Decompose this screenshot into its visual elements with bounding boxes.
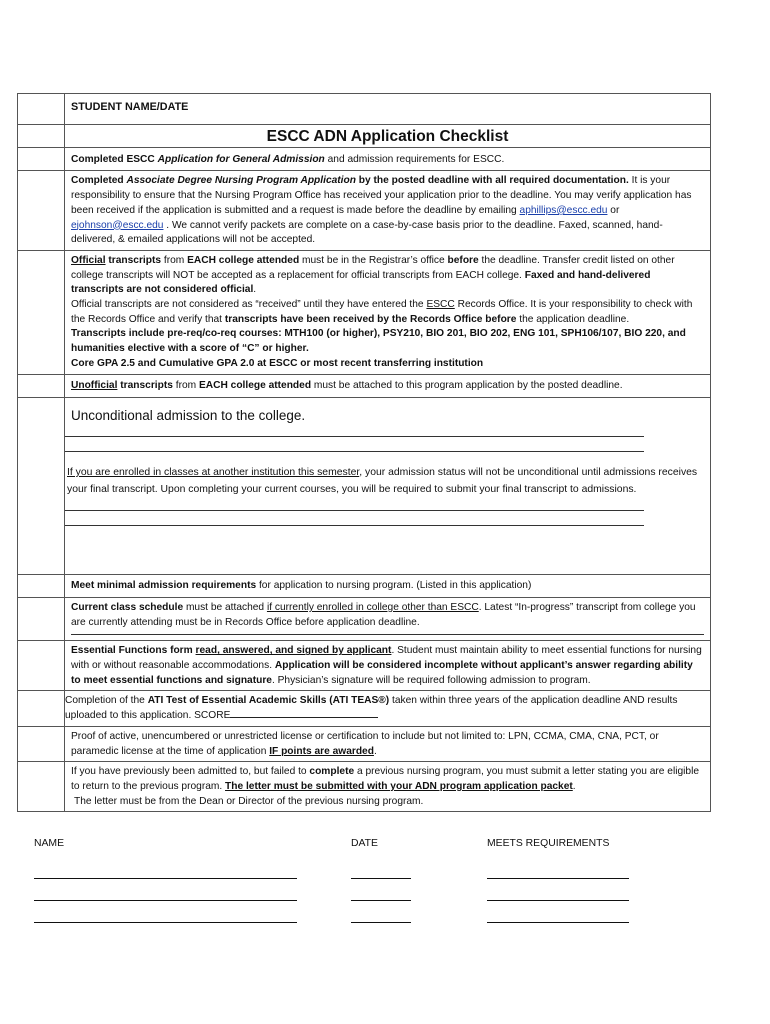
email-link-ejohnson[interactable]: ejohnson@escc.edu bbox=[71, 219, 164, 231]
checkbox-cell[interactable] bbox=[18, 375, 65, 398]
checkbox-cell[interactable] bbox=[18, 148, 65, 171]
name-label: NAME bbox=[34, 838, 65, 849]
meets-line[interactable] bbox=[487, 900, 629, 901]
title-row bbox=[18, 124, 710, 147]
checklist-item-readmission: If you have previously been admitted to, but failed to complete a previous nursing program, you must submit a letter stating you are eligible to return to the previous program. The letter must be submitted with your ADN program application packet. The letter must be from the Dean or Director of the previous nursing program. bbox=[18, 761, 710, 811]
checkbox-cell[interactable] bbox=[18, 398, 65, 574]
student-label: STUDENT NAME/DATE bbox=[71, 101, 189, 113]
checklist-item-official-transcripts: Official transcripts from EACH college attended must be in the Registrar’s office before the deadline. Transfer credit listed on other college transcripts will NOT be accepted as a replacement for official transcripts from EACH college. Faxed and hand-delivered transcripts are not considered official. Official transcripts are not considered as “received” until they have entered the ESCC Records Office. It is your responsibility to check with the Records Office and verify that transcripts have been received by the Records Office before the application deadline. Transcripts include pre-req/co-req courses: MTH100 (or higher), PSY210, BIO 201, BIO 202, ENG 101, SPH106/107, BIO 220, and humanities elective with a score of “C” or higher. Core GPA 2.5 and Cumulative GPA 2.0 at ESCC or most recent transferring institution bbox=[18, 250, 710, 374]
checklist-item-unofficial-transcripts: Unofficial transcripts from EACH college attended must be attached to this program application by the posted deadline. bbox=[18, 374, 710, 398]
date-line[interactable] bbox=[351, 922, 411, 923]
date-label: DATE bbox=[351, 838, 378, 849]
checklist-item-ati-teas: Completion of the ATI Test of Essential Academic Skills (ATI TEAS®) taken within three years of the application deadline AND results uploaded to this application. SCORE bbox=[18, 690, 710, 725]
checkbox-cell[interactable] bbox=[18, 762, 65, 811]
checklist-item-essential-functions: Essential Functions form read, answered, and signed by applicant. Student must maintain ability to meet essential functions for nursing with or without reasonable accommodations. Application will be considered incomplete without applicant’s answer regarding ability to meet essential functions and signature. Physician’s signature will be required following admission to program. bbox=[18, 640, 710, 690]
checkbox-cell[interactable] bbox=[18, 575, 65, 597]
checkbox-cell bbox=[18, 125, 65, 147]
unconditional-heading: Unconditional admission to the college. bbox=[71, 408, 306, 424]
checklist-item-nursing-application: Completed Associate Degree Nursing Program Application by the posted deadline with all required documentation. It is your responsibility to ensure that the Nursing Program Office has received your application prior to the deadline. You may verify application has been received if the application is submitted and a request is made before the deadline by emailing aphillips@escc.edu or ejohnson@escc.edu . We cannot verify packets are complete on a case-by-case basis prior to the deadline. Faxed, scanned, hand-delivered, & emailed applications will not be accepted. bbox=[18, 170, 710, 250]
checklist-item-class-schedule: Current class schedule must be attached if currently enrolled in college other than ESCC. Latest “In-progress” transcript from college you are currently attending must be in Records Office before application deadline. bbox=[18, 597, 710, 640]
checkbox-cell[interactable] bbox=[18, 94, 65, 124]
student-row bbox=[18, 94, 710, 124]
checklist-item-license: Proof of active, unencumbered or unrestricted license or certification to include but not limited to: LPN, CCMA, CMA, CNA, PCT, or paramedic license at the time of application IF points are awarded. bbox=[18, 726, 710, 761]
checklist-table bbox=[17, 93, 711, 812]
checklist-item-minimal-requirements: Meet minimal admission requirements for application to nursing program. (Listed in this application) bbox=[18, 574, 710, 597]
name-line[interactable] bbox=[34, 922, 297, 923]
name-line[interactable] bbox=[34, 900, 297, 901]
fill-line[interactable] bbox=[71, 634, 704, 635]
date-line[interactable] bbox=[351, 878, 411, 879]
date-line[interactable] bbox=[351, 900, 411, 901]
gpa-requirement: Core GPA 2.5 and Cumulative GPA 2.0 at ESCC or most recent transferring institution bbox=[71, 357, 484, 369]
checkbox-cell[interactable] bbox=[18, 691, 65, 725]
name-line[interactable] bbox=[34, 878, 297, 879]
email-link-aphillips[interactable]: aphillips@escc.edu bbox=[519, 204, 608, 216]
checklist-item-unconditional-admission: Unconditional admission to the college. If you are enrolled in classes at another institution this semester, your admission status will not be unconditional until admissions receives your final transcript. Upon completing your current courses, you will be required to submit your final transcript to admissions. bbox=[18, 397, 710, 574]
fill-line[interactable] bbox=[65, 525, 644, 526]
checkbox-cell[interactable] bbox=[18, 727, 65, 761]
meets-line[interactable] bbox=[487, 878, 629, 879]
fill-line[interactable] bbox=[65, 436, 644, 437]
prereq-courses: Transcripts include pre-req/co-req courses: MTH100 (or higher), PSY210, BIO 201, BIO 202, ENG 101, SPH106/107, BIO 220, and humanities elective with a score of “C” or higher. bbox=[71, 328, 686, 355]
page-title: ESCC ADN Application Checklist bbox=[266, 128, 509, 145]
checkbox-cell[interactable] bbox=[18, 251, 65, 374]
fill-line[interactable] bbox=[65, 510, 644, 511]
teas-score-field[interactable] bbox=[230, 709, 378, 718]
meets-requirements-label: MEETS REQUIREMENTS bbox=[487, 838, 610, 849]
checkbox-cell[interactable] bbox=[18, 598, 65, 640]
meets-line[interactable] bbox=[487, 922, 629, 923]
checkbox-cell[interactable] bbox=[18, 171, 65, 250]
checklist-item-general-admission: Completed ESCC Application for General Admission and admission requirements for ESCC. bbox=[18, 147, 710, 171]
fill-line[interactable] bbox=[65, 451, 644, 452]
checkbox-cell[interactable] bbox=[18, 641, 65, 690]
